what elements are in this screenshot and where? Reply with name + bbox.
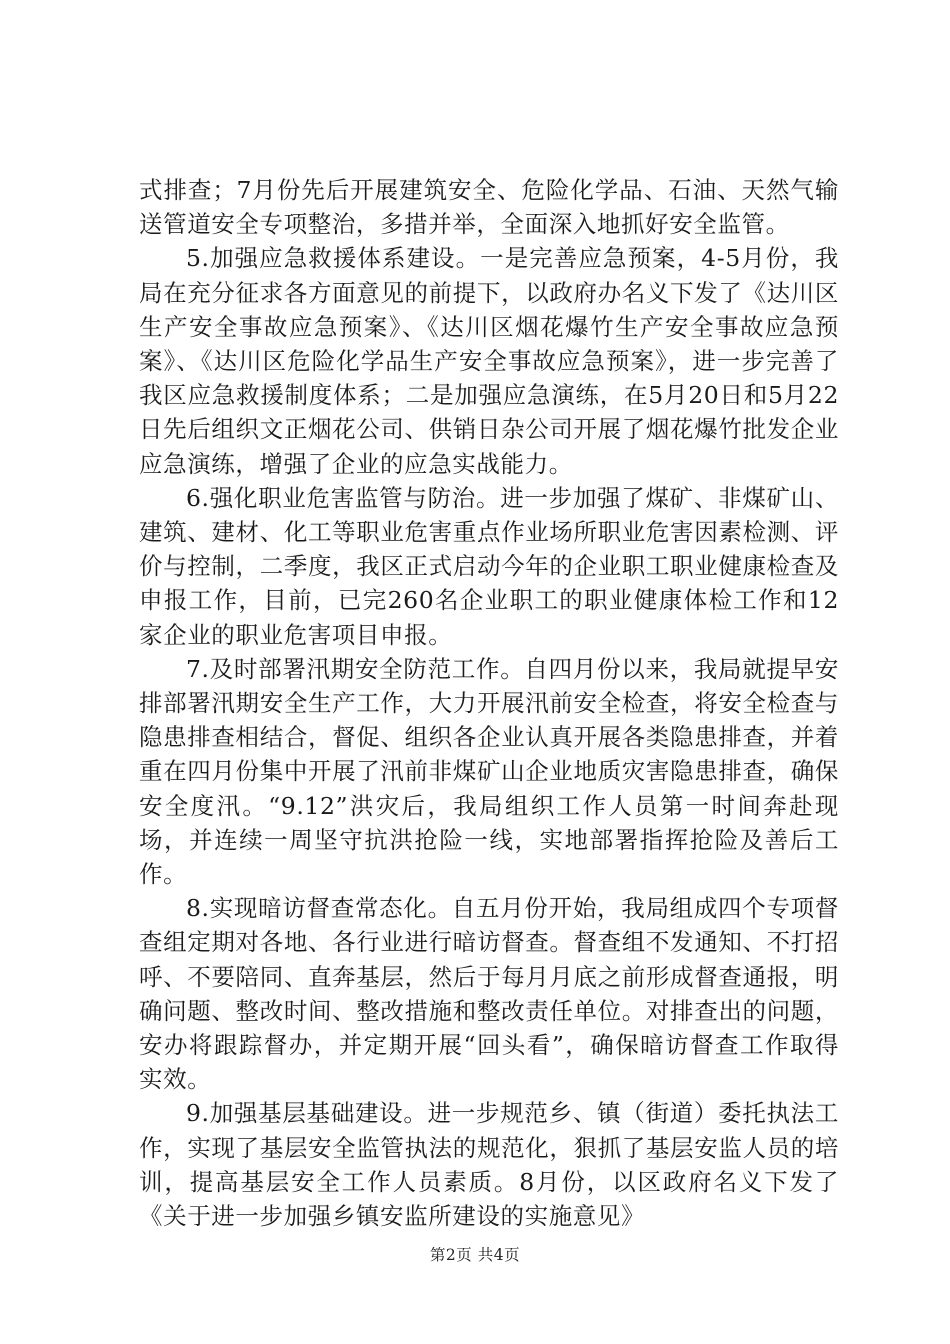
paragraph-item-9: 9.加强基层基础建设。进一步规范乡、镇（街道）委托执法工作，实现了基层安全监管执法的规范化，狠抓了基层安监人员的培训，提高基层安全工作人员素质。8月份，以区政府名义下发了《关于进一步加强乡镇安监所建设的实施意见》	[139, 1099, 839, 1231]
paragraph-item-6: 6.强化职业危害监管与防治。进一步加强了煤矿、非煤矿山、建筑、建材、化工等职业危害重点作业场所职业危害因素检测、评价与控制，二季度，我区正式启动今年的企业职工职业健康检查及申报工作，目前，已完260名企业职工的职业健康体检工作和12家企业的职业危害项目申报。	[139, 483, 839, 649]
document-body	[139, 173, 839, 1233]
paragraph-continuation: 式排查；7月份先后开展建筑安全、危险化学品、石油、天然气输送管道安全专项整治，多措并举，全面深入地抓好安全监管。	[139, 176, 839, 239]
page-number-footer: 第2页 共4页	[429, 1246, 521, 1264]
paragraph-item-7: 7.及时部署汛期安全防范工作。自四月份以来，我局就提早安排部署汛期安全生产工作，大力开展汛前安全检查，将安全检查与隐患排查相结合，督促、组织各企业认真开展各类隐患排查，并着重在四月份集中开展了汛前非煤矿山企业地质灾害隐患排查，确保安全度汛。“9.12”洪灾后，我局组织工作人员第一时间奔赴现场，并连续一周坚守抗洪抢险一线，实地部署指挥抢险及善后工作。	[139, 654, 839, 889]
paragraph-item-5: 5.加强应急救援体系建设。一是完善应急预案，4-5月份，我局在充分征求各方面意见的前提下，以政府办名义下发了《达川区生产安全事故应急预案》、《达川区烟花爆竹生产安全事故应急预案》、《达川区危险化学品生产安全事故应急预案》，进一步完善了我区应急救援制度体系；二是加强应急演练，在5月20日和5月22日先后组织文正烟花公司、供销日杂公司开展了烟花爆竹批发企业应急演练，增强了企业的应急实战能力。	[139, 244, 839, 478]
paragraph-item-8: 8.实现暗访督查常态化。自五月份开始，我局组成四个专项督查组定期对各地、各行业进行暗访督查。督查组不发通知、不打招呼、不要陪同、直奔基层，然后于每月月底之前形成督查通报，明确问题、整改时间、整改措施和整改责任单位。对排查出的问题，安办将跟踪督办，并定期开展“回头看”，确保暗访督查工作取得实效。	[139, 894, 839, 1094]
